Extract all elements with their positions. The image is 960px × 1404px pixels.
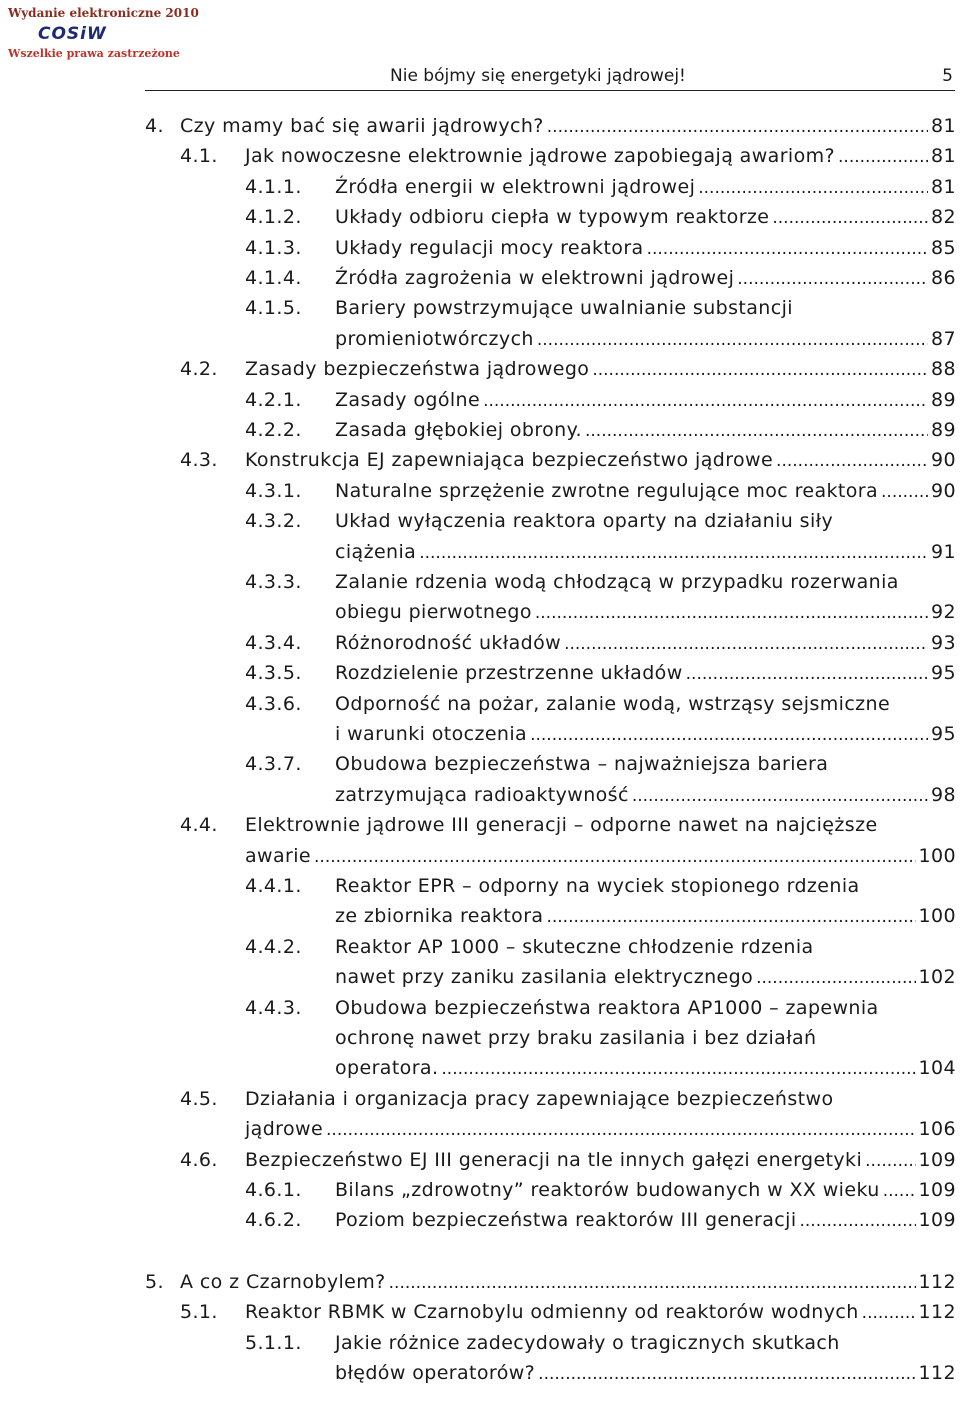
dot-leader [389, 1268, 916, 1296]
toc-entry-continued[interactable] [245, 507, 956, 535]
toc-entry-number: 4.1.3. [245, 237, 302, 259]
toc-entry-title: Różnorodność układów [335, 632, 562, 654]
toc-entry-title: Reaktor EPR – odporny na wyciek stopionego rdzenia [335, 875, 860, 897]
toc-entry-page: 87 [931, 328, 956, 350]
toc-entry-page: 109 [918, 1209, 956, 1231]
toc-entry-title: promieniotwórczych [335, 328, 534, 350]
toc-entry-number: 4.1.1. [245, 176, 302, 198]
toc-entry-page: 95 [931, 662, 956, 684]
toc-entry-title: Działania i organizacja pracy zapewniające bezpieczeństwo [245, 1088, 834, 1110]
toc-entry-number: 4.3.2. [245, 510, 302, 532]
toc-entry-page: 81 [931, 115, 956, 137]
toc-entry-page: 91 [931, 541, 956, 563]
toc-entry[interactable] [245, 386, 956, 414]
toc-entry-title: Naturalne sprzężenie zwrotne regulujące moc reaktora [335, 480, 879, 502]
dot-leader [483, 386, 928, 414]
toc-entry-number: 4.3.6. [245, 693, 302, 715]
toc-entry-number: 4.5. [180, 1088, 218, 1110]
toc-entry-title: Źródła zagrożenia w elektrowni jądrowej [335, 267, 735, 289]
dot-leader [419, 538, 928, 566]
toc-entry[interactable] [245, 264, 956, 292]
toc-entry[interactable] [245, 720, 956, 748]
toc-entry-continued[interactable] [180, 811, 956, 839]
toc-entry-title: Jak nowoczesne elektrownie jądrowe zapobiegają awariom? [245, 145, 836, 167]
toc-entry[interactable] [145, 112, 956, 140]
dot-leader [530, 720, 928, 748]
toc-entry[interactable] [245, 325, 956, 353]
toc-entry-page: 112 [918, 1301, 956, 1323]
toc-entry-title: Rozdzielenie przestrzenne układów [335, 662, 683, 684]
toc-entry-continued[interactable] [245, 750, 956, 778]
toc-entry-title: Bariery powstrzymujące uwalnianie substancji [335, 297, 793, 319]
toc-entry-number: 4.3.7. [245, 753, 302, 775]
dot-leader [800, 1206, 916, 1234]
toc-entry-number: 4.6. [180, 1149, 218, 1171]
toc-entry-page: 81 [931, 176, 956, 198]
dot-leader [632, 781, 928, 809]
toc-entry-page: 109 [918, 1149, 956, 1171]
toc-entry-page: 82 [931, 206, 956, 228]
toc-entry-page: 100 [918, 905, 956, 927]
toc-entry-number: 5. [145, 1271, 164, 1293]
dot-leader [883, 1176, 916, 1204]
dot-leader [546, 902, 915, 930]
toc-entry-number: 4.3.4. [245, 632, 302, 654]
toc-entry-continued[interactable] [245, 1329, 956, 1357]
toc-entry-number: 4.1.2. [245, 206, 302, 228]
logo-rights-text: Wszelkie prawa zastrzeżone [8, 47, 180, 60]
toc-entry-title: Reaktor RBMK w Czarnobylu odmienny od reaktorów wodnych [245, 1301, 859, 1323]
toc-entry-title: Obudowa bezpieczeństwa reaktora AP1000 – zapewnia [335, 997, 879, 1019]
dot-leader [772, 203, 928, 231]
toc-entry-title: Bezpieczeństwo EJ III generacji na tle innych gałęzi energetyki [245, 1149, 863, 1171]
dot-leader [326, 1115, 916, 1143]
toc-entry-title: ochronę nawet przy braku zasilania i bez działań [335, 1027, 817, 1049]
toc-entry-number: 4.1.4. [245, 267, 302, 289]
toc-entry[interactable] [245, 1054, 956, 1082]
toc-entry-number: 5.1. [180, 1301, 218, 1323]
toc-entry[interactable] [245, 1359, 956, 1387]
toc-entry[interactable] [245, 173, 956, 201]
toc-entry-title: Układy regulacji mocy reaktora [335, 237, 644, 259]
book-title: Nie bójmy się energetyki jądrowej! [390, 66, 686, 86]
dot-leader [538, 1359, 915, 1387]
dot-leader [838, 142, 928, 170]
toc-entry-title: operatora. [335, 1057, 439, 1079]
dot-leader [585, 416, 928, 444]
toc-entry[interactable] [180, 355, 956, 383]
toc-entry[interactable] [245, 416, 956, 444]
toc-entry-title: ciążenia [335, 541, 417, 563]
toc-entry-page: 90 [931, 449, 956, 471]
dot-leader [865, 1146, 915, 1174]
toc-entry-number: 4.6.2. [245, 1209, 302, 1231]
toc-entry-title: Reaktor AP 1000 – skuteczne chłodzenie rdzenia [335, 936, 814, 958]
toc-entry[interactable] [245, 902, 956, 930]
toc-entry-number: 4.3. [180, 449, 218, 471]
toc-entry-continued[interactable] [245, 933, 956, 961]
toc-entry-page: 85 [931, 237, 956, 259]
toc-entry-number: 4.1.5. [245, 297, 302, 319]
toc-entry-page: 89 [931, 419, 956, 441]
toc-entry[interactable] [245, 659, 956, 687]
toc-entry-continued[interactable] [245, 872, 956, 900]
toc-entry[interactable] [245, 538, 956, 566]
toc-entry-page: 90 [931, 480, 956, 502]
dot-leader [537, 325, 928, 353]
toc-entry[interactable] [180, 1298, 956, 1326]
toc-entry-page: 93 [931, 632, 956, 654]
toc-entry-page: 112 [918, 1362, 956, 1384]
dot-leader [756, 963, 915, 991]
toc-entry-number: 4.3.5. [245, 662, 302, 684]
dot-leader [686, 659, 928, 687]
toc-entry-number: 4.4. [180, 814, 218, 836]
toc-entry-page: 100 [918, 845, 956, 867]
toc-entry-title: Zasady ogólne [335, 389, 481, 411]
dot-leader [862, 1298, 916, 1326]
toc-entry-title: i warunki otoczenia [335, 723, 528, 745]
toc-entry-continued[interactable] [245, 690, 956, 718]
toc-entry-continued[interactable] [245, 994, 956, 1022]
toc-entry[interactable] [245, 477, 956, 505]
toc-entry-page: 86 [931, 267, 956, 289]
toc-entry-title: zatrzymująca radioaktywność [335, 784, 629, 806]
dot-leader [776, 446, 928, 474]
toc-entry-title: Konstrukcja EJ zapewniająca bezpieczeństwo jądrowe [245, 449, 774, 471]
toc-entry[interactable] [180, 842, 956, 870]
dot-leader [441, 1054, 915, 1082]
toc-entry[interactable] [245, 203, 956, 231]
toc-entry-title: ze zbiornika reaktora [335, 905, 544, 927]
toc-entry[interactable] [245, 781, 956, 809]
toc-entry-title: błędów operatorów? [335, 1362, 536, 1384]
dot-leader [314, 842, 916, 870]
toc-entry[interactable] [245, 1176, 956, 1204]
toc-entry-page: 88 [931, 358, 956, 380]
toc-entry[interactable] [245, 963, 956, 991]
toc-entry-page: 104 [918, 1057, 956, 1079]
toc-entry-number: 5.1.1. [245, 1332, 302, 1354]
dot-leader [535, 598, 928, 626]
toc-entry-title: Czy mamy bać się awarii jądrowych? [180, 115, 544, 137]
toc-entry-title: A co z Czarnobylem? [180, 1271, 386, 1293]
toc-entry[interactable] [245, 629, 956, 657]
toc-entry-page: 92 [931, 601, 956, 623]
toc-entry-title: Bilans „zdrowotny” reaktorów budowanych w XX wieku [335, 1179, 880, 1201]
dot-leader [737, 264, 928, 292]
toc-entry-page: 89 [931, 389, 956, 411]
toc-entry[interactable] [180, 1146, 956, 1174]
toc-entry-number: 4.4.2. [245, 936, 302, 958]
toc-entry-number: 4.2. [180, 358, 218, 380]
toc-entry-number: 4.2.1. [245, 389, 302, 411]
toc-entry-continued[interactable] [245, 568, 956, 596]
toc-entry-title: obiegu pierwotnego [335, 601, 532, 623]
toc-entry-title: Obudowa bezpieczeństwa – najważniejsza bariera [335, 753, 829, 775]
toc-entry-title: Układ wyłączenia reaktora oparty na działaniu siły [335, 510, 834, 532]
logo-brand-text: COSiW [38, 24, 107, 44]
toc-entry-title: Układy odbioru ciepła w typowym reaktorze [335, 206, 770, 228]
dot-leader [592, 355, 928, 383]
toc-entry-continued[interactable] [245, 294, 956, 322]
toc-entry-number: 4.4.3. [245, 997, 302, 1019]
toc-entry-page: 98 [931, 784, 956, 806]
toc-entry-page: 95 [931, 723, 956, 745]
dot-leader [881, 477, 928, 505]
toc-entry-continued[interactable] [245, 1024, 956, 1052]
toc-entry-title: Źródła energii w elektrowni jądrowej [335, 176, 696, 198]
toc-entry-page: 109 [918, 1179, 956, 1201]
toc-entry[interactable] [180, 446, 956, 474]
toc-entry-number: 4.6.1. [245, 1179, 302, 1201]
toc-entry-page: 81 [931, 145, 956, 167]
toc-entry-title: Zasada głębokiej obrony. [335, 419, 582, 441]
toc-entry-number: 4.4.1. [245, 875, 302, 897]
toc-entry[interactable] [245, 1206, 956, 1234]
toc-entry[interactable] [180, 1115, 956, 1143]
toc-entry[interactable] [245, 234, 956, 262]
dot-leader [647, 234, 928, 262]
toc-entry-title: Elektrownie jądrowe III generacji – odporne nawet na najcięższe [245, 814, 878, 836]
page-number: 5 [942, 66, 953, 86]
toc-entry[interactable] [145, 1268, 956, 1296]
toc-entry-title: Jakie różnice zadecydowały o tragicznych skutkach [335, 1332, 840, 1354]
toc-entry[interactable] [180, 142, 956, 170]
logo-edition-text: Wydanie elektroniczne 2010 [8, 6, 199, 20]
toc-entry-number: 4.2.2. [245, 419, 302, 441]
toc-entry-continued[interactable] [180, 1085, 956, 1113]
toc-entry-number: 4.1. [180, 145, 218, 167]
dot-leader [547, 112, 928, 140]
toc-entry-number: 4.3.1. [245, 480, 302, 502]
toc-entry-title: Odporność na pożar, zalanie wodą, wstrząsy sejsmiczne [335, 693, 891, 715]
toc-entry-title: nawet przy zaniku zasilania elektrycznego [335, 966, 754, 988]
toc-entry-title: awarie [245, 845, 312, 867]
toc-entry-title: Poziom bezpieczeństwa reaktorów III generacji [335, 1209, 797, 1231]
toc-entry-page: 112 [918, 1271, 956, 1293]
toc-entry[interactable] [245, 598, 956, 626]
toc-entry-title: Zalanie rdzenia wodą chłodzącą w przypadku rozerwania [335, 571, 899, 593]
toc-entry-page: 102 [918, 966, 956, 988]
toc-entry-number: 4.3.3. [245, 571, 302, 593]
dot-leader [564, 629, 928, 657]
toc-entry-title: jądrowe [245, 1118, 324, 1140]
dot-leader [698, 173, 928, 201]
toc-entry-number: 4. [145, 115, 164, 137]
toc-entry-title: Zasady bezpieczeństwa jądrowego [245, 358, 590, 380]
toc-entry-page: 106 [918, 1118, 956, 1140]
